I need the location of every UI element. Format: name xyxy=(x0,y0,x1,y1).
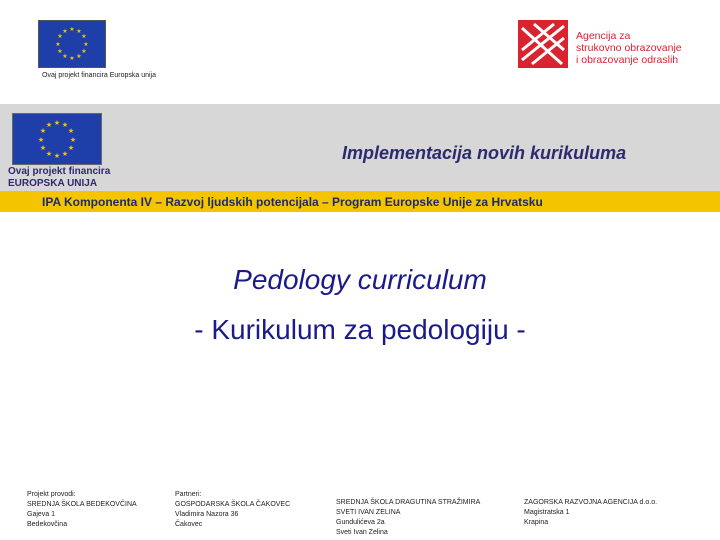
footer-line: SVETI IVAN ZELINA xyxy=(336,509,401,516)
banner-funding-line: Ovaj projekt financira xyxy=(8,166,111,177)
svg-text:★: ★ xyxy=(53,119,61,127)
footer-line: ZAGORSKA RAZVOJNA AGENCIJA d.o.o. xyxy=(524,499,658,506)
svg-text:★: ★ xyxy=(69,136,77,144)
footer-line: Krapina xyxy=(524,519,549,526)
banner-title: Implementacija novih kurikuluma xyxy=(342,143,627,163)
footer-partner-1 xyxy=(175,490,290,530)
footer-line: Gundulićeva 2a xyxy=(336,519,385,526)
svg-text:★: ★ xyxy=(55,41,61,48)
svg-text:★: ★ xyxy=(67,127,75,135)
banner-program-text: IPA Komponenta IV – Razvoj ljudskih potencijala – Program Europske Unije za Hrvatsku xyxy=(42,195,543,209)
svg-text:★: ★ xyxy=(53,152,61,160)
svg-text:★: ★ xyxy=(39,144,47,152)
footer-line: Vladimira Nazora 36 xyxy=(175,511,239,518)
footer-partner-2 xyxy=(336,498,480,538)
footer-line: Bedekovčina xyxy=(27,521,68,528)
svg-text:★: ★ xyxy=(62,28,68,35)
eu-funding-caption: Ovaj projekt financira Europska unija xyxy=(42,72,157,79)
footer-line: Magistratska 1 xyxy=(524,509,570,516)
footer-line: SREDNJA ŠKOLA BEDEKOVČINA xyxy=(27,501,137,508)
title-text: - Kurikulum za pedologiju - xyxy=(194,314,526,345)
banner-funding-line: EUROPSKA UNIJA xyxy=(8,178,98,189)
svg-text:★: ★ xyxy=(45,121,53,129)
svg-text:★: ★ xyxy=(37,136,45,144)
eu-flag-logo xyxy=(38,20,106,68)
svg-text:★: ★ xyxy=(81,48,87,55)
eu-stars-icon xyxy=(13,114,101,164)
banner-eu-flag xyxy=(12,113,102,165)
svg-text:★: ★ xyxy=(39,127,47,135)
eu-stars-icon xyxy=(39,21,105,67)
svg-text:★: ★ xyxy=(61,150,69,158)
svg-text:★: ★ xyxy=(62,53,68,60)
svg-text:★: ★ xyxy=(67,144,75,152)
agency-logo xyxy=(518,20,568,68)
svg-text:★: ★ xyxy=(69,26,75,33)
title-text: Pedology curriculum xyxy=(233,264,487,295)
footer-line: Čakovec xyxy=(175,521,203,528)
agency-name xyxy=(576,30,682,66)
footer-line: GOSPODARSKA ŠKOLA ČAKOVEC xyxy=(175,501,291,508)
svg-text:★: ★ xyxy=(61,121,69,129)
svg-text:★: ★ xyxy=(57,48,63,55)
footer-line: Gajeva 1 xyxy=(27,511,56,518)
footer-line: Sveti Ivan Zelina xyxy=(336,529,388,536)
page-title-english xyxy=(0,264,720,296)
agency-name-line: strukovno obrazovanje xyxy=(576,42,682,54)
agency-name-line: Agencija za xyxy=(576,30,631,42)
svg-text:★: ★ xyxy=(76,28,82,35)
svg-text:★: ★ xyxy=(76,53,82,60)
footer-line: SREDNJA ŠKOLA DRAGUTINA STRAŽIMIRA xyxy=(336,499,481,506)
footer-line: Partneri: xyxy=(175,491,202,498)
footer-line: Projekt provodi: xyxy=(27,491,76,498)
svg-text:★: ★ xyxy=(57,33,63,40)
footer-implementer xyxy=(27,490,137,530)
svg-text:★: ★ xyxy=(83,41,89,48)
svg-text:★: ★ xyxy=(69,55,75,62)
agency-name-line: i obrazovanje odraslih xyxy=(576,54,679,66)
svg-text:★: ★ xyxy=(45,150,53,158)
page-title-croatian xyxy=(0,314,720,346)
agency-symbol-icon xyxy=(518,20,568,68)
footer-partner-3 xyxy=(524,498,657,528)
svg-text:★: ★ xyxy=(81,33,87,40)
